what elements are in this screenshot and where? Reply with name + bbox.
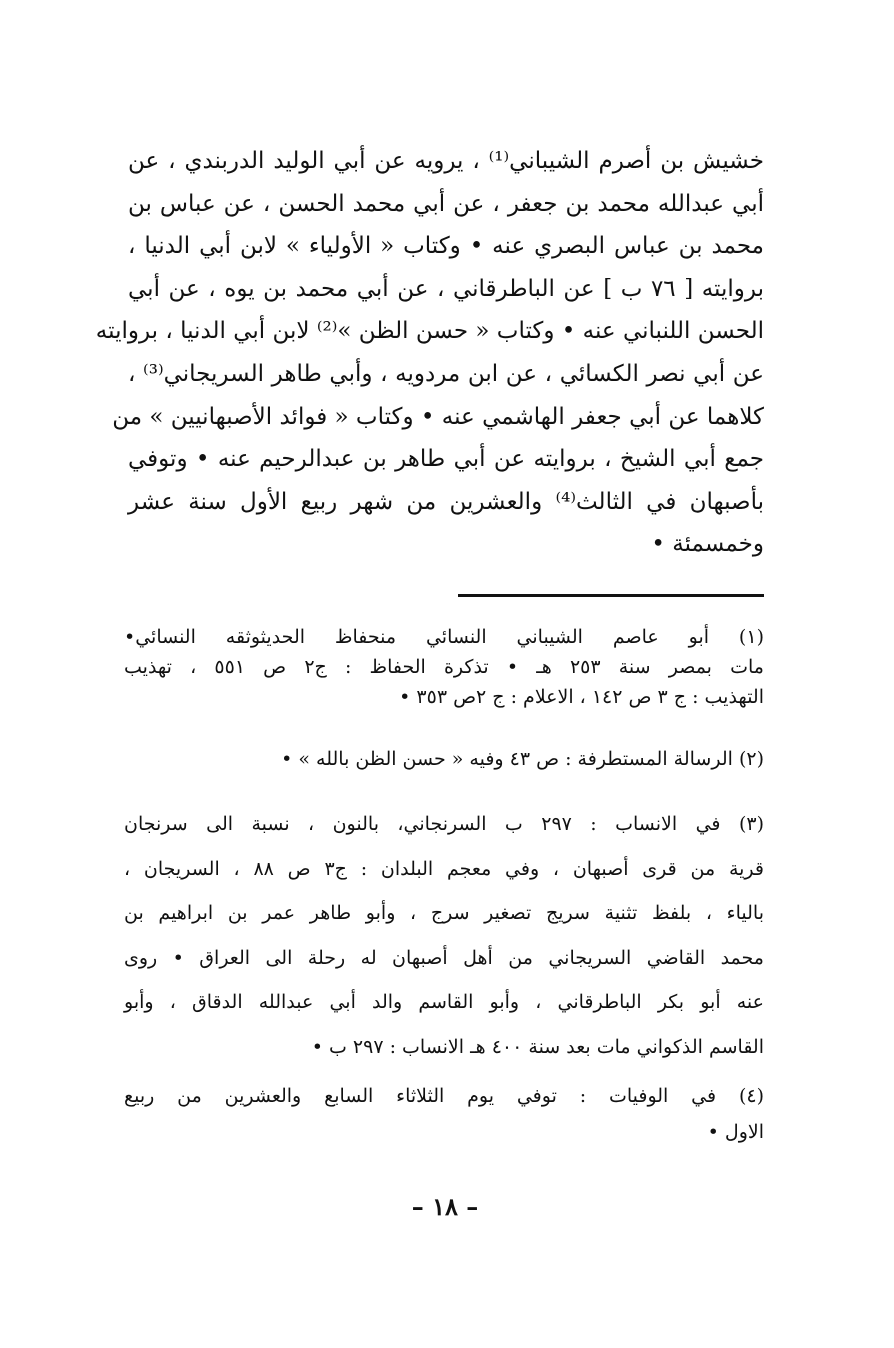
footnote-line: (١) أبو عاصم الشيباني النسائي منحفاظ الحديثوثقه النسائي• [124,626,764,648]
footnote-divider [458,594,764,597]
main-text-line: وخمسمئة • [651,531,764,558]
footnote-line: عنه أبو بكر الباطرقاني ، وأبو القاسم والد أبي عبدالله الدقاق ، وأبو [124,991,764,1014]
page-number: – ١٨ – [411,1192,479,1221]
footnote-line: الاول • [707,1120,764,1143]
footnote-line: القاسم الذكواني مات بعد سنة ٤٠٠ هـ الانساب : ٢٩٧ ب • [311,1035,764,1058]
main-text-line: عن أبي نصر الكسائي ، عن ابن مردويه ، وأبي طاهر السريجاني⁽³⁾ ، [128,360,764,387]
footnote-line: محمد القاضي السريجاني من أهل أصبهان له رحلة الى العراق • روى [124,946,764,969]
main-text-line: أبي عبدالله محمد بن جعفر ، عن أبي محمد الحسن ، عن عباس بن [128,190,764,217]
main-text-line: كلاهما عن أبي جعفر الهاشمي عنه • وكتاب « فوائد الأصبهانيين » من [112,403,764,430]
footnote-line: (٤) في الوفيات : توفي يوم الثلاثاء السابع والعشرين من ربيع [124,1084,764,1107]
footnote-4 [124,1078,764,1150]
main-text-line: بروايته [ ٧٦ ب ] عن الباطرقاني ، عن أبي محمد بن يوه ، عن أبي [128,275,764,302]
footnote-1 [124,622,764,712]
footnotes [124,622,764,1150]
footnote-3 [124,802,764,1070]
footnote-line: مات بمصر سنة ٢٥٣ هـ • تذكرة الحفاظ : ج٢ ص ٥٥١ ، تهذيب [124,656,764,678]
footnote-line: (٣) في الانساب : ٢٩٧ ب السرنجاني، بالنون ، نسبة الى سرنجان [124,813,764,835]
footnote-line: (٢) الرسالة المستطرفة : ص ٤٣ وفيه « حسن الظن بالله » • [281,748,764,770]
footnote-2 [124,744,764,774]
footnote-line: قرية من قرى أصبهان ، وفي معجم البلدان : ج٣ ص ٨٨ ، السريجان ، [124,857,764,880]
main-text-line: جمع أبي الشيخ ، بروايته عن أبي طاهر بن عبدالرحيم عنه • وتوفي [128,446,764,473]
main-text-line: خشيش بن أصرم الشيباني⁽¹⁾ ، يرويه عن أبي الوليد الدربندي ، عن [128,148,764,174]
main-text [95,140,764,566]
main-text-line: محمد بن عباس البصري عنه • وكتاب « الأولياء » لابن أبي الدنيا ، [128,233,764,260]
main-text-line: بأصبهان في الثالث⁽⁴⁾ والعشرين من شهر ربيع الأول سنة عشر [128,488,764,515]
footnote-line: التهذيب : ج ٣ ص ١٤٢ ، الاعلام : ج ٢ص ٣٥٣ • [399,686,764,708]
main-text-line: الحسن اللنباني عنه • وكتاب « حسن الظن »⁽²⁾ لابن أبي الدنيا ، بروايته [95,318,764,345]
footnote-line: بالياء ، بلفظ تثنية سريج تصغير سرج ، وأبو طاهر عمر بن ابراهيم بن [124,902,764,925]
